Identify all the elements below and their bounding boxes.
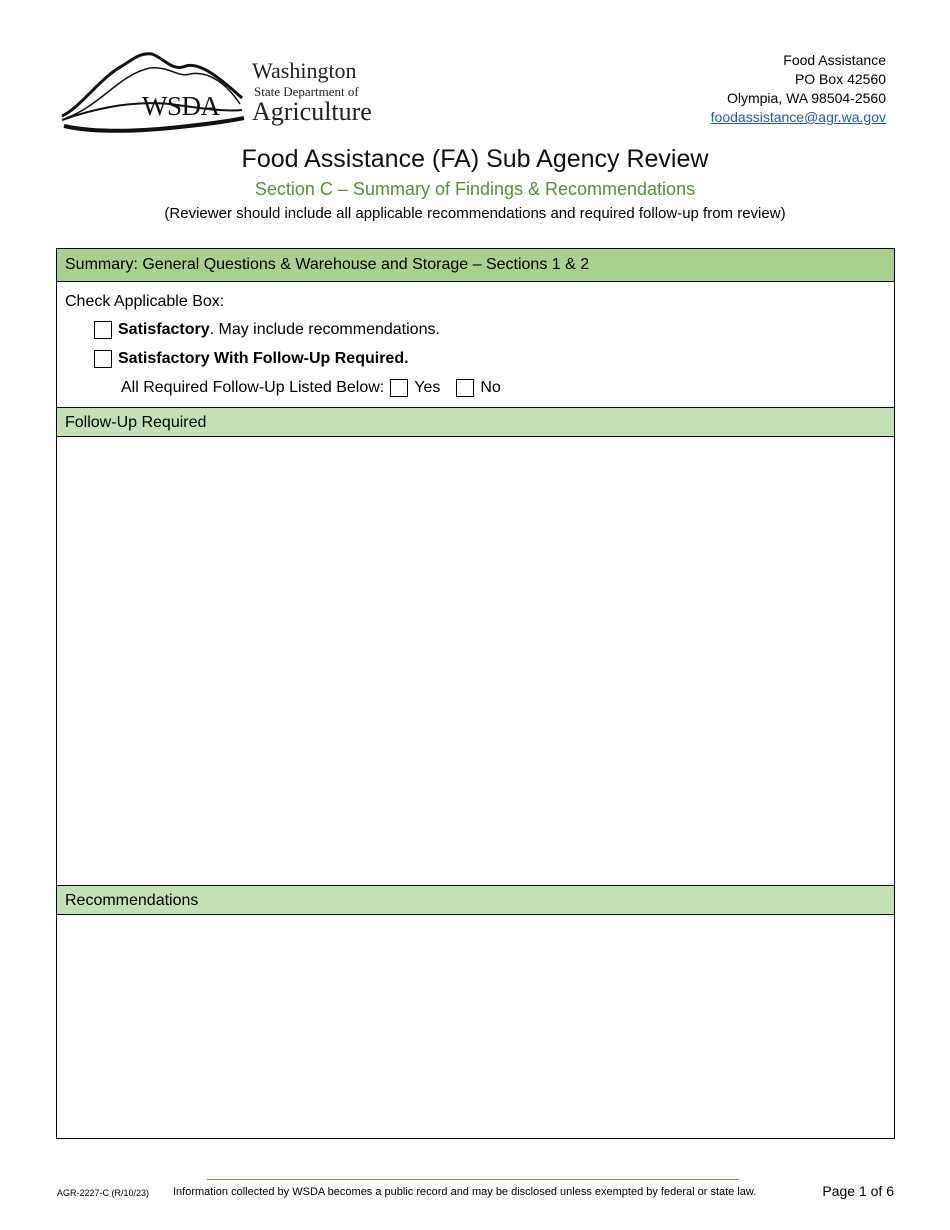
- public-record-note: Information collected by WSDA becomes a public record and may be disclosed unless exempted by federal or state law.: [173, 1186, 757, 1198]
- footer-divider: [207, 1179, 739, 1180]
- address-org: Food Assistance: [783, 52, 886, 68]
- logo-abbreviation: WSDA: [142, 91, 220, 121]
- yes-label: Yes: [414, 379, 441, 396]
- follow-up-listed-label: All Required Follow-Up Listed Below:: [121, 379, 385, 396]
- yes-checkbox[interactable]: [390, 379, 408, 397]
- logo-line-state-department: State Department of: [254, 84, 359, 99]
- section-subtitle: Section C – Summary of Findings & Recommendations: [254, 179, 696, 199]
- summary-heading: Summary: General Questions & Warehouse and Storage – Sections 1 & 2: [57, 249, 894, 282]
- satisfactory-label: Satisfactory: [118, 321, 210, 338]
- option-satisfactory: [94, 321, 440, 339]
- form-id: AGR-2227-C (R/10/23): [57, 1188, 150, 1198]
- email-link[interactable]: foodassistance@agr.wa.gov: [710, 109, 886, 125]
- check-applicable-label: Check Applicable Box:: [65, 293, 225, 310]
- follow-up-heading: Follow-Up Required: [57, 407, 894, 437]
- logo-line-agriculture: Agriculture: [252, 97, 372, 126]
- wsda-logo: [60, 48, 380, 134]
- address-po-box: PO Box 42560: [794, 71, 886, 87]
- address-city: Olympia, WA 98504-2560: [726, 90, 886, 106]
- follow-up-listed-row: [121, 379, 501, 397]
- recommendations-text-area[interactable]: [57, 916, 894, 1138]
- logo-wordmark: [252, 60, 372, 125]
- satisfactory-description: . May include recommendations.: [209, 321, 440, 338]
- satisfactory-checkbox[interactable]: [94, 321, 112, 339]
- option-satisfactory-follow-up: [94, 350, 409, 368]
- no-checkbox[interactable]: [456, 379, 474, 397]
- logo-line-washington: Washington: [252, 58, 357, 83]
- recommendations-heading: Recommendations: [57, 885, 894, 915]
- reviewer-note: (Reviewer should include all applicable recommendations and required follow-up from review): [164, 205, 786, 222]
- no-label: No: [480, 379, 501, 396]
- contact-address: [711, 51, 886, 127]
- review-form: [56, 248, 895, 1139]
- follow-up-text-area[interactable]: [57, 438, 894, 884]
- follow-up-checkbox[interactable]: [94, 350, 112, 368]
- page-title: Food Assistance (FA) Sub Agency Review: [241, 145, 709, 173]
- page-number: Page 1 of 6: [822, 1183, 894, 1199]
- follow-up-option-label: Satisfactory With Follow-Up Required.: [118, 350, 409, 367]
